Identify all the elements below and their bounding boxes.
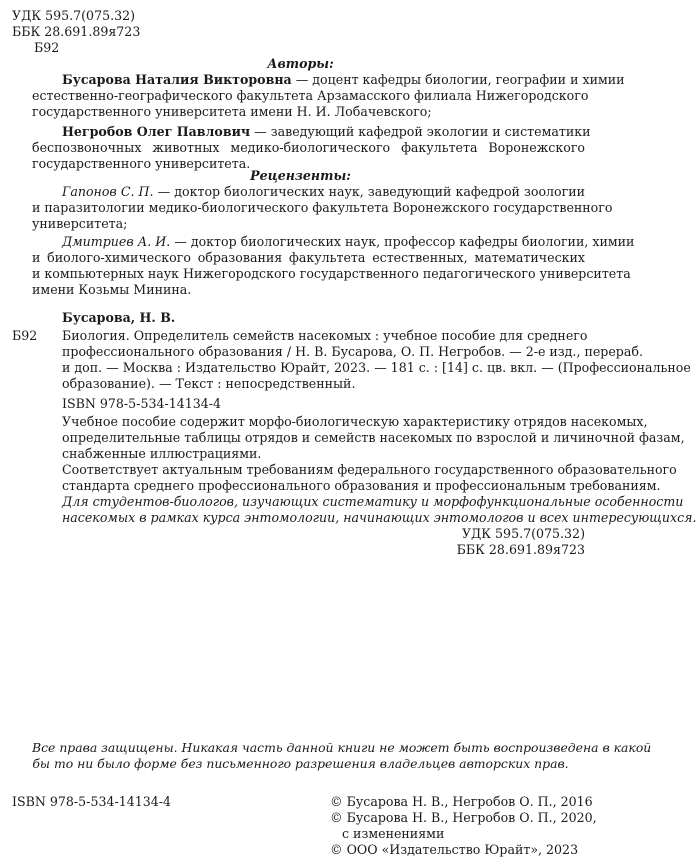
reviewer-1-continued <box>32 200 613 232</box>
copyright-line-1: © Бусарова Н. В., Негробов О. П., 2016 <box>330 794 593 809</box>
copyright-line-3: с изменениями <box>342 826 445 841</box>
footer-isbn: ISBN 978-5-534-14134-4 <box>12 794 172 809</box>
abstract-p2-line-1: Соответствует актуальным требованиям федерального государственного образовательного <box>62 462 677 477</box>
abstract-p1-line-1: Учебное пособие содержит морфо-биологическую характеристику отрядов насекомых, <box>62 414 648 429</box>
abstract-paragraph-1 <box>62 414 685 462</box>
author-2-name: Негробов Олег Павлович <box>62 124 251 139</box>
copyright-block <box>330 794 597 858</box>
abstract-p1-line-2: определительные таблицы отрядов и семейств насекомых по взрослой и личиночной фазам, <box>62 430 685 445</box>
author-1-desc: — доцент кафедры биологии, географии и химии <box>291 72 625 87</box>
isbn-line: ISBN 978-5-534-14134-4 <box>62 396 222 411</box>
reviewer-2-entry <box>62 234 635 250</box>
bbk-code-bottom: ББК 28.691.89я723 <box>456 542 585 557</box>
author-1-line-2: естественно-географического факультета Арзамасского филиала Нижегородского <box>32 88 589 103</box>
rights-notice <box>32 740 652 772</box>
bbk-code-top: ББК 28.691.89я723 <box>12 24 141 39</box>
abstract-p1-line-3: снабженные иллюстрациями. <box>62 446 262 461</box>
rights-line-2: бы то ни было форме без письменного разрешения владельцев авторских прав. <box>32 756 569 771</box>
reviewer-2-desc: — доктор биологических наук, профессор кафедры биологии, химии <box>170 234 635 249</box>
abstract-p3-line-2: насекомых в рамках курса энтомологии, начинающих энтомологов и всех интересующихся. <box>62 510 697 525</box>
reviewer-1-line-3: университета; <box>32 216 128 231</box>
author-2-line-2: беспозвоночных животных медико-биологического факультета Воронежского <box>32 140 585 155</box>
author-1-entry <box>62 72 625 88</box>
catalog-line-3: и доп. — Москва : Издательство Юрайт, 2023. — 181 с. : [14] с. цв. вкл. — (Профессиональное <box>62 360 691 375</box>
copyright-line-4: © ООО «Издательство Юрайт», 2023 <box>330 842 579 857</box>
author-1-name: Бусарова Наталия Викторовна <box>62 72 292 87</box>
reviewer-2-continued <box>32 250 631 298</box>
catalog-code: Б92 <box>12 328 38 343</box>
reviewer-2-line-2: и биолого-химического образования факультета естественных, математических <box>32 250 585 265</box>
catalog-description <box>62 328 691 392</box>
abstract-paragraph-3 <box>62 494 697 526</box>
udk-code-top: УДК 595.7(075.32) <box>12 8 136 23</box>
rights-line-1: Все права защищены. Никакая часть данной книги не может быть воспроизведена в какой <box>32 740 652 755</box>
reviewer-1-desc: — доктор биологических наук, заведующий кафедрой зоологии <box>153 184 585 199</box>
author-1-line-3: государственного университета имени Н. И. Лобачевского; <box>32 104 432 119</box>
author-mark-top: Б92 <box>34 40 60 55</box>
classification-bottom <box>380 526 585 558</box>
author-1-continued <box>32 88 589 120</box>
reviewer-1-line-2: и паразитологии медико-биологического факультета Воронежского государственного <box>32 200 613 215</box>
authors-heading: Авторы: <box>267 56 334 71</box>
reviewer-2-name: Дмитриев А. И. <box>62 234 171 249</box>
reviewer-2-line-3: и компьютерных наук Нижегородского государственного педагогического университета <box>32 266 631 281</box>
abstract-paragraph-2 <box>62 462 677 494</box>
reviewer-2-line-4: имени Козьмы Минина. <box>32 282 192 297</box>
udk-code-bottom: УДК 595.7(075.32) <box>461 526 585 541</box>
copyright-line-2: © Бусарова Н. В., Негробов О. П., 2020, <box>330 810 597 825</box>
author-2-line-3: государственного университета. <box>32 156 251 171</box>
catalog-line-2: профессионального образования / Н. В. Бусарова, О. П. Негробов. — 2-е изд., перераб. <box>62 344 643 359</box>
abstract-p3-line-1: Для студентов-биологов, изучающих систематику и морфофункциональные особенности <box>62 494 684 509</box>
catalog-line-1: Биология. Определитель семейств насекомых : учебное пособие для среднего <box>62 328 588 343</box>
catalog-author: Бусарова, Н. В. <box>62 310 176 325</box>
catalog-line-4: образование). — Текст : непосредственный. <box>62 376 356 391</box>
reviewers-heading: Рецензенты: <box>250 168 351 183</box>
author-2-entry <box>62 124 591 140</box>
reviewer-1-entry <box>62 184 585 200</box>
reviewer-1-name: Гапонов С. П. <box>62 184 154 199</box>
abstract-p2-line-2: стандарта среднего профессионального образования и профессиональным требованиям. <box>62 478 661 493</box>
author-2-desc: — заведующий кафедрой экологии и систематики <box>250 124 591 139</box>
